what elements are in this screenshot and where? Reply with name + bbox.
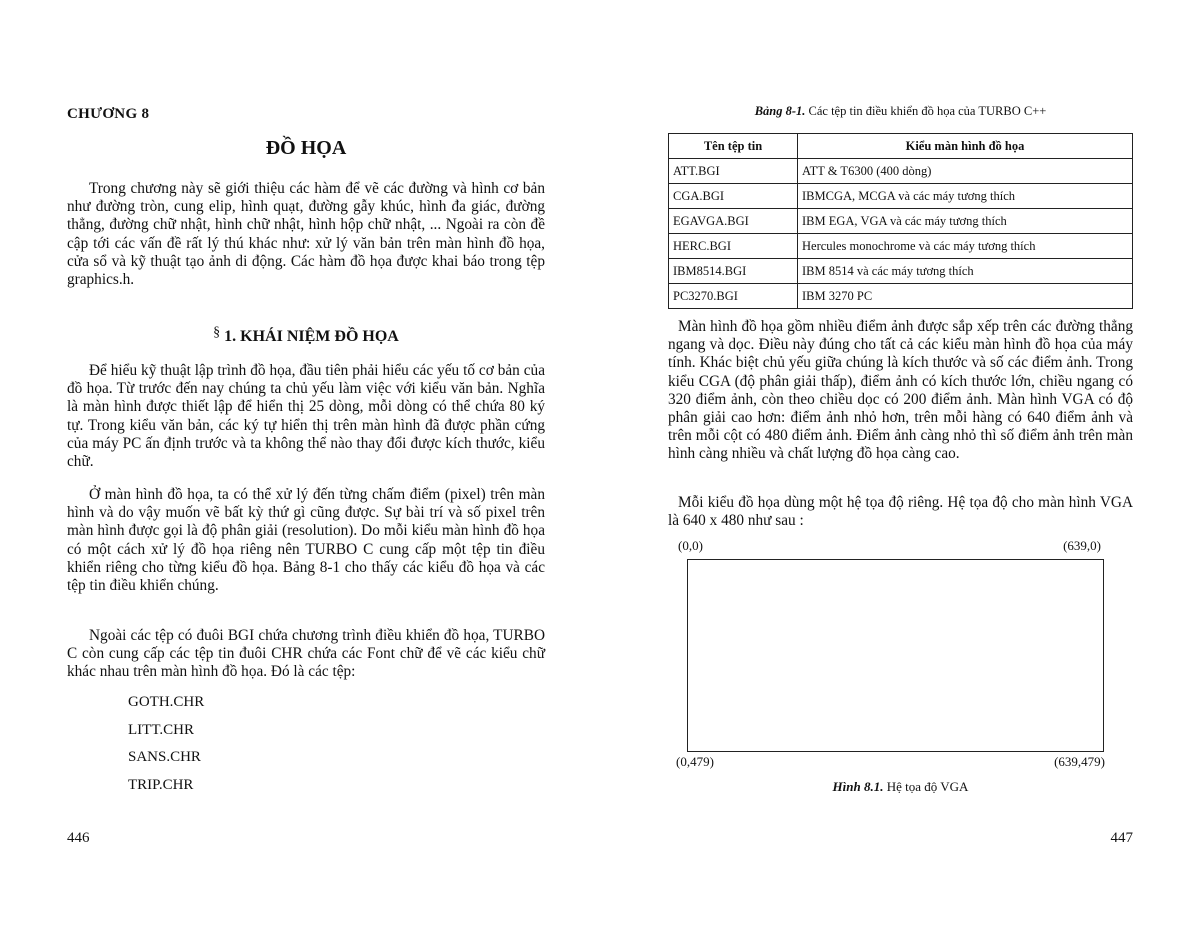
font-file-list <box>128 689 204 799</box>
table-cell: IBMCGA, MCGA và các máy tương thích <box>798 184 1133 209</box>
table-cell: IBM 8514 và các máy tương thích <box>798 259 1133 284</box>
paragraph-pixels: Màn hình đồ họa gồm nhiều điểm ảnh được sắp xếp trên các đường thẳng ngang và dọc. Điều này đúng cho tất cả các kiểu màn hình đồ họa của máy tính. Khác biệt chủ yếu giữa chúng là kích thước và số các điểm ảnh. Trong kiểu CGA (độ phân giải thấp), điểm ảnh có kích thước lớn, chiều ngang có 320 điểm ảnh, còn theo chiều dọc có 200 điểm ảnh. Màn hình VGA có độ phân giải cao hơn: điểm ảnh nhỏ hơn, trên mỗi hàng có 640 điểm ảnh và trên mỗi cột có 480 điểm ảnh. Điểm ảnh càng nhỏ thì số điểm ảnh trên màn hình càng nhiều và chất lượng đồ họa càng cao. <box>668 318 1133 463</box>
figure-caption <box>668 779 1133 795</box>
section-heading-text: 1. KHÁI NIỆM ĐỒ HỌA <box>224 328 399 345</box>
list-item: LITT.CHR <box>128 721 194 738</box>
vga-screen-rectangle <box>687 559 1104 752</box>
table-row <box>669 259 1133 284</box>
coord-top-right: (639,0) <box>1063 538 1101 553</box>
table-cell: IBM 3270 PC <box>798 284 1133 309</box>
section-heading <box>67 325 545 346</box>
paragraph-text-mode: Để hiểu kỹ thuật lập trình đồ họa, đầu tiên phải hiểu các yếu tố cơ bản của đồ họa. Từ trước đến nay chúng ta chủ yếu làm việc với kiểu văn bản. Nghĩa là màn hình được thiết lập để hiển thị 25 dòng, mỗi dòng có thể chứa 80 ký tự. Trong kiểu văn bản, các ký tự hiển thị trên màn hình đã được phần cứng của máy PC ấn định trước và ta không thể nào thay đổi được kích thước, kiểu chữ. <box>67 362 545 471</box>
figure-caption-label: Hình 8.1. <box>832 779 884 794</box>
chapter-title: ĐỒ HỌA <box>265 137 347 159</box>
table-caption <box>668 104 1133 119</box>
table-header-filename: Tên tệp tin <box>669 134 798 159</box>
table-cell: ATT.BGI <box>669 159 798 184</box>
table-row <box>669 159 1133 184</box>
list-item: TRIP.CHR <box>128 776 194 793</box>
coord-bottom-left: (0,479) <box>676 754 714 769</box>
bgi-files-table <box>668 133 1133 309</box>
page-number-right: 447 <box>1110 830 1133 846</box>
right-page <box>668 0 1133 927</box>
table-row <box>669 234 1133 259</box>
coord-bottom-right: (639,479) <box>1054 754 1105 769</box>
table-row <box>669 209 1133 234</box>
table-cell: CGA.BGI <box>669 184 798 209</box>
table-caption-label: Bảng 8-1. <box>754 104 806 118</box>
table-cell: IBM8514.BGI <box>669 259 798 284</box>
paragraph-chr-files: Ngoài các tệp có đuôi BGI chứa chương trình điều khiển đồ họa, TURBO C còn cung cấp các tệp tin đuôi CHR chứa các Font chữ để vẽ các kiểu chữ khác nhau trên màn hình đồ họa. Đó là các tệp: <box>67 627 545 681</box>
table-header-row <box>669 134 1133 159</box>
table-cell: ATT & T6300 (400 dòng) <box>798 159 1133 184</box>
intro-paragraph: Trong chương này sẽ giới thiệu các hàm để vẽ các đường và hình cơ bản như đường tròn, cung elip, hình quạt, đường gẫy khúc, hình đa giác, đường thẳng, đường chữ nhật, hình chữ nhật, hình hộp chữ nhật, ... Ngoài ra còn đề cập tới các vấn đề rất lý thú khác như: xử lý văn bản trên màn hình đồ họa, cửa sổ và kỹ thuật tạo ảnh di động. Các hàm đồ họa được khai báo trong tệp graphics.h. <box>67 180 545 289</box>
table-header-mode: Kiểu màn hình đồ họa <box>798 134 1133 159</box>
table-cell: IBM EGA, VGA và các máy tương thích <box>798 209 1133 234</box>
table-cell: PC3270.BGI <box>669 284 798 309</box>
table-row <box>669 184 1133 209</box>
list-item: GOTH.CHR <box>128 694 205 710</box>
coord-top-left: (0,0) <box>678 538 703 553</box>
paragraph-coordinates: Mỗi kiểu đồ họa dùng một hệ tọa độ riêng. Hệ tọa độ cho màn hình VGA là 640 x 480 như sau : <box>668 494 1133 530</box>
figure-caption-text: Hệ tọa độ VGA <box>883 779 969 794</box>
paragraph-graphics-mode: Ở màn hình đồ họa, ta có thể xử lý đến từng chấm điểm (pixel) trên màn hình và do vậy muốn vẽ bất kỳ thứ gì cũng được. Sự bài trí và số pixel trên màn hình được gọi là độ phân giải (resolution). Do mỗi kiểu màn hình đồ họa có một cách xử lý đồ họa riêng nên TURBO C cung cấp một tệp tin điều khiển riêng cho từng kiểu đồ họa. Bảng 8-1 cho thấy các kiểu đồ họa và các tệp tin điều khiển chúng. <box>67 486 545 595</box>
table-row <box>669 284 1133 309</box>
table-caption-text: Các tệp tin điều khiển đồ họa của TURBO C++ <box>805 104 1047 118</box>
list-item: SANS.CHR <box>128 749 201 765</box>
page-number-left: 446 <box>67 830 90 846</box>
table-cell: HERC.BGI <box>669 234 798 259</box>
table-cell: Hercules monochrome và các máy tương thích <box>798 234 1133 259</box>
chapter-label: CHƯƠNG 8 <box>67 106 150 122</box>
table-cell: EGAVGA.BGI <box>669 209 798 234</box>
left-page <box>67 0 545 927</box>
section-symbol: § <box>213 325 221 340</box>
